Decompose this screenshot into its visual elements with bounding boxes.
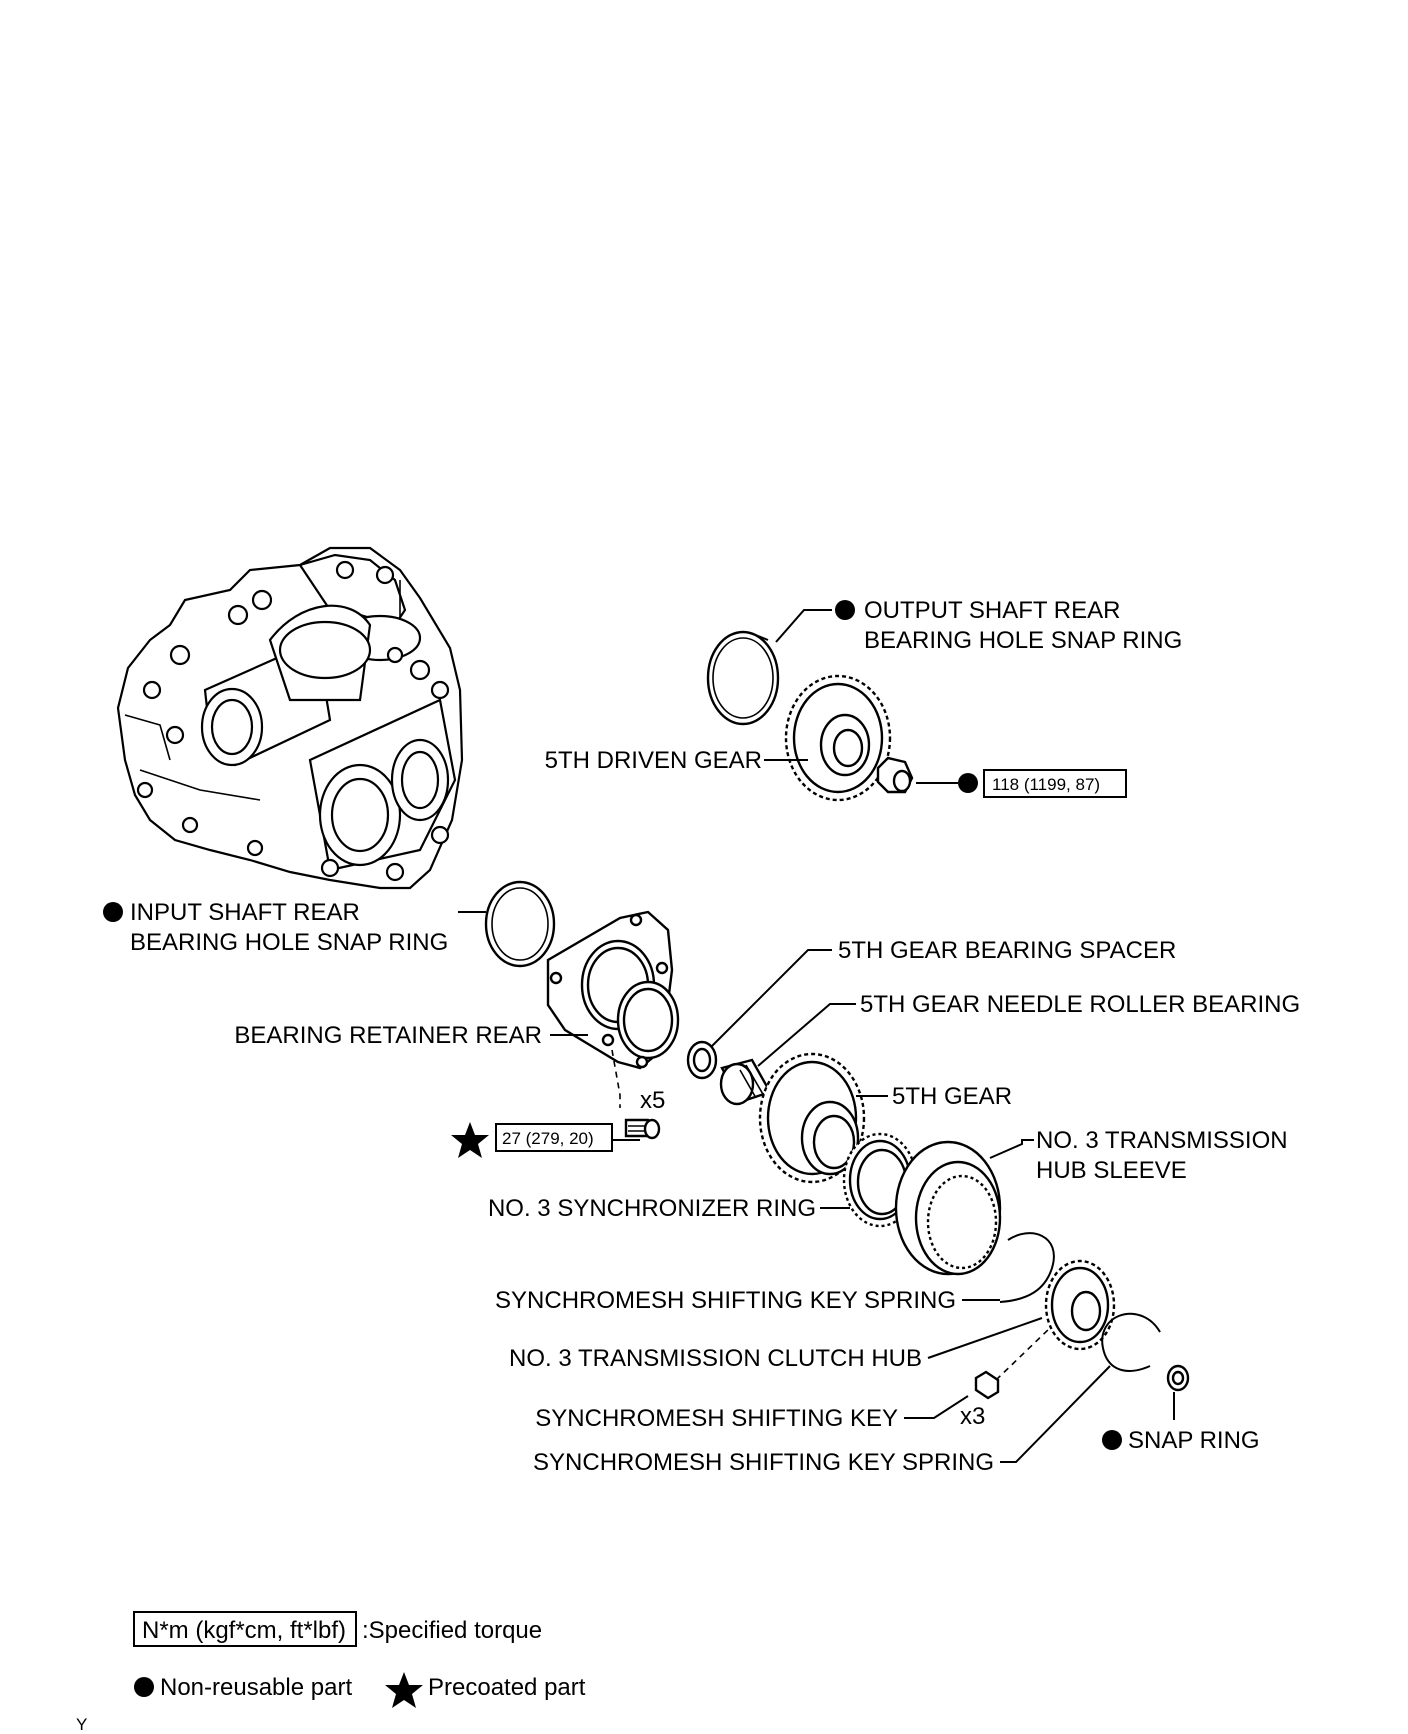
non-reusable-mark: [958, 773, 978, 793]
label-clutch-hub: NO. 3 TRANSMISSION CLUTCH HUB: [509, 1345, 922, 1372]
label-fifth-gear-bearing-spacer: 5TH GEAR BEARING SPACER: [838, 937, 1177, 964]
fifth-driven-gear-part: [786, 676, 890, 800]
non-reusable-mark: [1102, 1430, 1122, 1450]
key-spring-upper-part: [1000, 1233, 1054, 1302]
label-hub-sleeve-1: NO. 3 TRANSMISSION: [1036, 1127, 1288, 1154]
torque-value-bolt: 27 (279, 20): [502, 1129, 594, 1148]
legend-torque-desc: :Specified torque: [362, 1617, 543, 1644]
label-input-shaft-snap-ring-2: BEARING HOLE SNAP RING: [130, 929, 449, 956]
transmission-case-illustration: [118, 548, 462, 888]
legend-non-reusable: Non-reusable part: [160, 1674, 353, 1701]
output-shaft-snap-ring-part: [708, 632, 778, 724]
spacer-leader: [712, 950, 832, 1046]
label-fifth-driven-gear: 5TH DRIVEN GEAR: [544, 747, 762, 774]
torque-value-nut: 118 (1199, 87): [992, 775, 1101, 794]
lock-nut-part: [878, 758, 912, 792]
shifting-key-dash-line: [996, 1328, 1050, 1380]
clutch-hub-leader: [928, 1318, 1042, 1358]
input-shaft-snap-ring-part: [486, 882, 554, 966]
precoated-star: [451, 1122, 489, 1158]
label-hub-sleeve-2: HUB SLEEVE: [1036, 1157, 1187, 1184]
label-snap-ring: SNAP RING: [1128, 1427, 1260, 1454]
label-shifting-key: SYNCHROMESH SHIFTING KEY: [535, 1405, 898, 1432]
legend-torque-unit: N*m (kgf*cm, ft*lbf): [142, 1617, 347, 1644]
clutch-hub-part: [1046, 1261, 1114, 1349]
snap-ring-part: [1168, 1366, 1188, 1390]
label-output-shaft-snap-ring-1: OUTPUT SHAFT REAR: [864, 597, 1121, 624]
label-fifth-gear-needle-bearing: 5TH GEAR NEEDLE ROLLER BEARING: [860, 991, 1301, 1018]
legend-non-reusable-mark: [134, 1677, 154, 1697]
label-synchronizer-ring: NO. 3 SYNCHRONIZER RING: [487, 1195, 816, 1222]
legend-precoated: Precoated part: [428, 1674, 586, 1701]
fifth-gear-bearing-spacer-part: [688, 1042, 716, 1078]
label-fifth-gear: 5TH GEAR: [892, 1083, 1013, 1110]
label-output-shaft-snap-ring-2: BEARING HOLE SNAP RING: [864, 627, 1183, 654]
label-key-qty: x3: [960, 1403, 986, 1430]
shifting-key-part: [976, 1372, 998, 1398]
corner-mark: Y: [76, 1715, 88, 1734]
shifting-key-leader: [904, 1396, 968, 1418]
non-reusable-mark: [103, 902, 123, 922]
label-bolt-qty: x5: [640, 1087, 666, 1114]
hub-sleeve-part: [896, 1142, 1000, 1274]
label-input-shaft-snap-ring-1: INPUT SHAFT REAR: [130, 899, 360, 926]
label-key-spring-upper: SYNCHROMESH SHIFTING KEY SPRING: [495, 1287, 956, 1314]
bolt-part: [626, 1120, 659, 1138]
output-snap-ring-leader: [776, 610, 832, 642]
non-reusable-mark: [835, 600, 855, 620]
legend-precoated-star: [385, 1672, 423, 1708]
label-key-spring-lower: SYNCHROMESH SHIFTING KEY SPRING: [533, 1449, 994, 1476]
hub-sleeve-leader: [990, 1140, 1034, 1158]
label-bearing-retainer-rear: BEARING RETAINER REAR: [234, 1022, 542, 1049]
bearing-retainer-rear-part: [548, 912, 678, 1068]
key-spring-lower-leader: [1000, 1366, 1110, 1462]
